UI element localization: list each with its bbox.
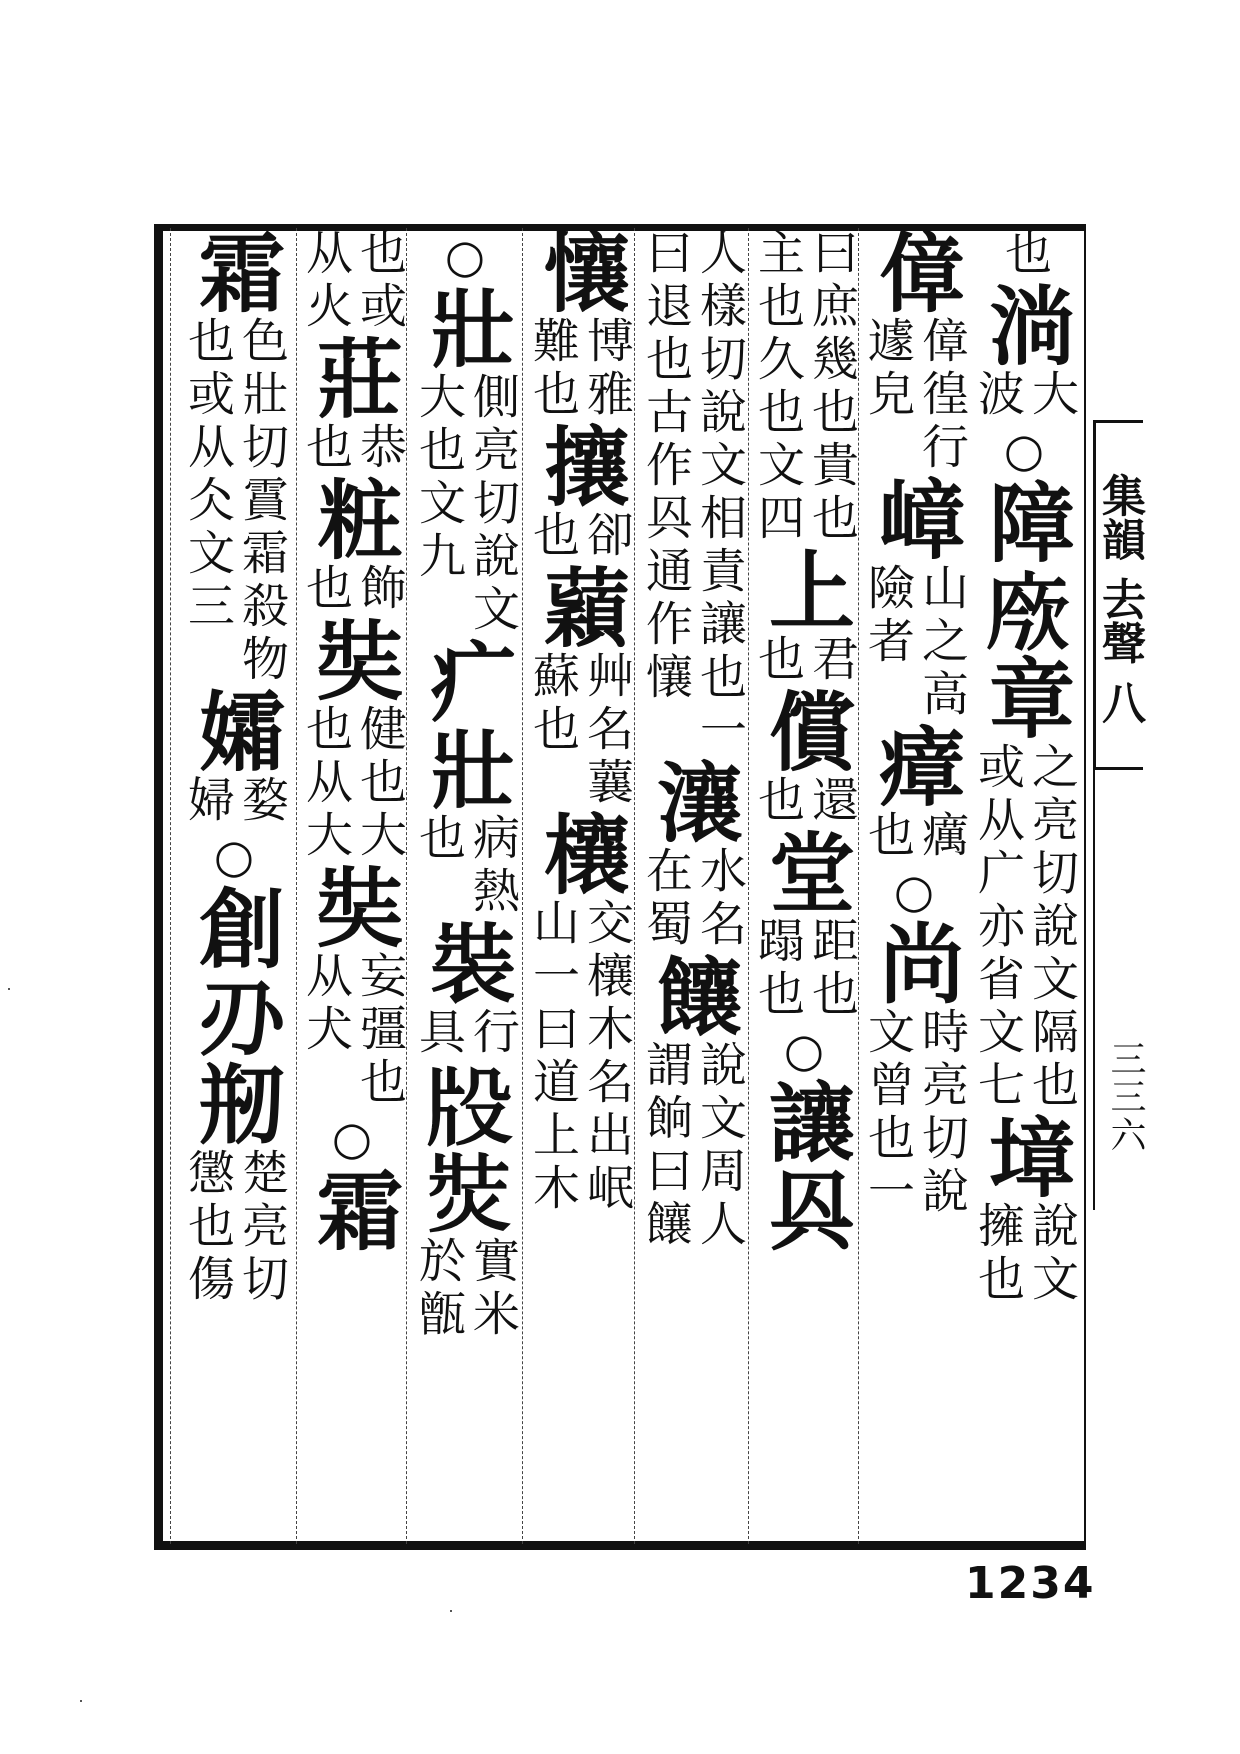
annotation-line-left: 險者: [860, 563, 915, 669]
annotation-line-left: 懲也傷: [180, 1148, 235, 1307]
annotation-pair: [751, 775, 857, 828]
annotation-line-left: 大也文九: [411, 372, 466, 584]
headword: 傽: [864, 228, 965, 316]
annotation-line-right: 健也大: [352, 704, 407, 863]
annotation-line-right: 傽徨行: [914, 316, 969, 475]
entry-circle-marker: ○: [331, 1111, 373, 1165]
side-rule: [1093, 770, 1095, 1210]
annotation-line-right: 實米: [465, 1236, 520, 1342]
headword: 奘: [302, 616, 403, 704]
annotation-line-right: 大: [1024, 369, 1079, 422]
headword: 讓㒷: [754, 1078, 855, 1254]
annotation-line-left: 山一曰道上木: [525, 898, 580, 1216]
text-column-5: [522, 228, 635, 1544]
annotation-pair: [639, 228, 745, 758]
headword: 孀: [184, 687, 285, 775]
annotation-line-right: 妄彊也: [352, 951, 407, 1110]
headword: 尚: [864, 919, 965, 1007]
annotation-pair: [412, 813, 518, 919]
annotation-line-right: 說文: [1024, 1201, 1079, 1307]
headword: 奘: [302, 863, 403, 951]
annotation-line-right: 卻: [579, 510, 634, 563]
annotation-line-right: 曰庶幾也貴也: [804, 228, 859, 546]
headword: 蘔: [529, 563, 630, 651]
annotation-pair: [299, 951, 405, 1110]
annotation-line-left: 也: [750, 634, 805, 687]
annotation-line-right: 恭: [352, 422, 407, 475]
annotation-line-left: 也: [298, 563, 353, 616]
headword: 欀: [529, 810, 630, 898]
headword: 墇: [974, 1113, 1075, 1201]
text-column-1: [968, 228, 1080, 1544]
annotation-line-right: 側亮切說文: [465, 372, 520, 637]
headword: 上: [754, 546, 855, 634]
annotation-pair: [181, 316, 287, 687]
annotation-line-left: 从犬: [298, 951, 353, 1057]
annotation-line-left: 難也: [525, 316, 580, 422]
annotation-line-right: 君: [804, 634, 859, 687]
text-column-3: [748, 228, 859, 1544]
annotation-pair: [412, 1007, 518, 1060]
annotation-pair: [751, 228, 857, 546]
annotation-line-right: 色壯切霣霜殺物: [234, 316, 289, 687]
annotation-pair: [971, 742, 1077, 1113]
annotation-line-left: 蹋也: [750, 916, 805, 1022]
annotation-line-right: 說文周人: [692, 1040, 747, 1252]
annotation-line-left: 也: [411, 813, 466, 866]
annotation-line-left: 或从广亦省文七: [970, 742, 1025, 1113]
headword: 疒壯: [415, 637, 516, 813]
side-page-number: 三三六: [1105, 1040, 1146, 1154]
entry-circle-marker: ○: [213, 829, 255, 883]
headword: 嶂: [864, 475, 965, 563]
annotation-line-right: 也或: [352, 228, 407, 334]
headword: 淌: [974, 281, 1075, 369]
annotation-line-left: 从火: [298, 228, 353, 334]
headword: 壯: [415, 284, 516, 372]
annotation-line-left: 遽皃: [860, 316, 915, 422]
annotation-line-right: 楚亮切: [234, 1148, 289, 1307]
annotation-line-right: 水名: [692, 846, 747, 952]
entry-circle-marker: ○: [783, 1023, 825, 1077]
annotation-line-left: 於甑: [411, 1236, 466, 1342]
annotation-line-left: 也从大: [298, 704, 353, 863]
annotation-line-right: 婺: [234, 775, 289, 828]
annotation-pair: [299, 228, 405, 334]
annotation-pair: [299, 704, 405, 863]
text-column-6: [406, 228, 523, 1544]
headword: 瀼: [642, 758, 743, 846]
headword: 霜: [184, 228, 285, 316]
annotation-pair: [181, 1148, 287, 1307]
text-column-7: [296, 228, 407, 1544]
headword: 瘴: [864, 722, 965, 810]
annotation-pair: [181, 775, 287, 828]
annotation-line-left: 文曾也一: [860, 1007, 915, 1219]
scan-speck: [8, 988, 10, 990]
annotation-line-left: 謂餉曰饟: [638, 1040, 693, 1252]
text-column-8: [170, 228, 297, 1544]
annotation-line-right: 之亮切說文隔也: [1024, 742, 1079, 1113]
annotation-pair: [526, 651, 632, 810]
headword: 莊: [302, 334, 403, 422]
annotation-pair: [639, 1040, 745, 1252]
annotation-line-left: 在蜀: [638, 846, 693, 952]
annotation-pair: [751, 916, 857, 1022]
annotation-line-right: 距也: [804, 916, 859, 1022]
annotation-pair: [412, 372, 518, 637]
annotation-line-right: 飾: [352, 563, 407, 616]
annotation-line-left: 波: [970, 369, 1025, 422]
annotation-line-right: 山之高: [914, 563, 969, 722]
entry-circle-marker: ○: [444, 229, 486, 283]
annotation-pair: [861, 563, 967, 722]
headword: 𤖬焋: [415, 1060, 516, 1236]
text-column-4: [634, 228, 749, 1544]
annotation-pair: [299, 563, 405, 616]
annotation-line-left: 也: [298, 422, 353, 475]
annotation-line-right: 行: [465, 1007, 520, 1060]
headword: 霜: [302, 1166, 403, 1254]
annotation-pair: [299, 422, 405, 475]
annotation-line-right: 還: [804, 775, 859, 828]
headword: 堂: [754, 828, 855, 916]
annotation-pair: [971, 1201, 1077, 1307]
annotation-pair: [639, 846, 745, 952]
annotation-line-left: 曰退也古作㒷通作懹: [638, 228, 693, 705]
annotation-line-left: 主也久也文四: [750, 228, 805, 546]
headword: 障𢉄章: [974, 478, 1075, 742]
annotation-line-left: 具: [411, 1007, 466, 1060]
annotation-line-right: 博雅: [579, 316, 634, 422]
annotation-pair: [861, 316, 967, 475]
annotation-pair: [861, 1007, 967, 1219]
annotation-pair: [526, 510, 632, 563]
entry-circle-marker: ○: [1003, 423, 1045, 477]
annotation-line-right: 癘: [914, 810, 969, 863]
annotation-line-left: 也: [860, 810, 915, 863]
headword: 攘: [529, 422, 630, 510]
entry-circle-marker: ○: [893, 864, 935, 918]
annotation-text: 也: [997, 228, 1052, 281]
annotation-line-left: 婦: [180, 775, 235, 828]
annotation-pair: [861, 810, 967, 863]
headword: 創刅剏: [184, 884, 285, 1148]
annotation-line-right: 交欀木名出岷: [579, 898, 634, 1216]
annotation-line-right: 艸名蘘: [579, 651, 634, 810]
side-title: 集韻 去聲 八: [1093, 420, 1143, 770]
annotation-line-left: 蘇也: [525, 651, 580, 757]
annotation-line-right: 人樣切說文相責讓也一: [692, 228, 747, 758]
annotation-line-right: 時亮切說: [914, 1007, 969, 1219]
headword: 饟: [642, 952, 743, 1040]
text-column-2: [858, 228, 969, 1544]
annotation-pair: [526, 316, 632, 422]
annotation-line-right: 病熱: [465, 813, 520, 919]
annotation-line-left: 也或从仌文三: [180, 316, 235, 634]
scan-speck: [450, 1610, 452, 1612]
annotation-line-left: 也: [750, 775, 805, 828]
headword: 裝: [415, 919, 516, 1007]
annotation-line-left: 也: [525, 510, 580, 563]
annotation-pair: [526, 898, 632, 1216]
page-number: 1234: [965, 1558, 1096, 1609]
annotation-pair: [751, 634, 857, 687]
annotation-line-left: 擁也: [970, 1201, 1025, 1307]
headword: 懹: [529, 228, 630, 316]
annotation-pair: [412, 1236, 518, 1342]
annotation-pair: [971, 369, 1077, 422]
headword: 償: [754, 687, 855, 775]
headword: 粧: [302, 475, 403, 563]
scan-speck: [80, 1700, 82, 1702]
